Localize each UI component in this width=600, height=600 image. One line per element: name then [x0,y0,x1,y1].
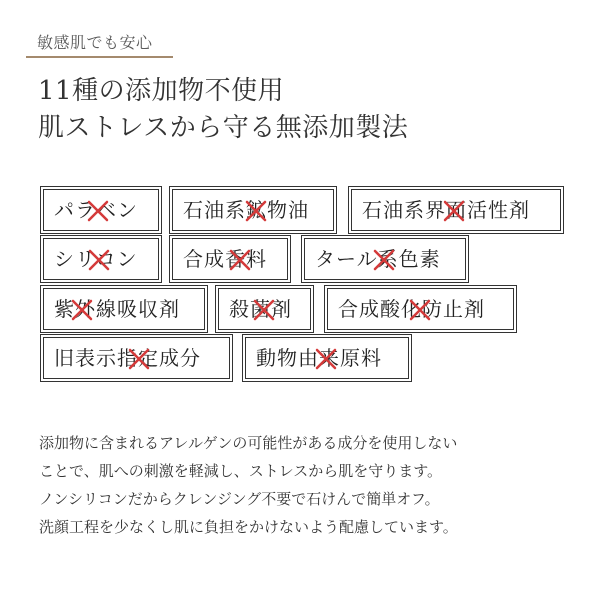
description-line-3: ノンシリコンだからクレンジング不要で石けんで簡単オフ。 [39,490,440,508]
additive-tag-label: 合成香料 [183,247,267,271]
additive-tag-label: シリコン [54,247,138,271]
description-line-2: ことで、肌への刺激を軽減し、ストレスから肌を守ります。 [39,462,443,480]
kicker-label: 敏感肌でも安心 [37,33,153,52]
additive-tag-designated-ingredients [43,337,230,379]
description-line-4: 洗顔工程を少なくし肌に負担をかけないよう配慮しています。 [39,518,458,536]
additive-tag-label: 旧表示指定成分 [54,346,201,370]
description [39,429,458,541]
additive-tag-label: タール系色素 [315,247,441,271]
headline-line-1: 11種の添加物不使用 [38,76,285,106]
additive-tag-animal-derived [245,337,409,379]
additive-tag-tar-dye [304,238,466,280]
kicker-underline [26,56,173,58]
additive-tag-fragrance [172,238,288,280]
additive-tag-bactericide [218,288,311,330]
additive-tag-label: 紫外線吸収剤 [54,297,180,321]
additive-tag-uv-absorber [43,288,205,330]
additive-tag-label: 石油系界面活性剤 [362,198,530,222]
additive-tag-mineral-oil [172,189,334,231]
additive-tag-antioxidant [327,288,514,330]
headline-line-2: 肌ストレスから守る無添加製法 [38,113,409,143]
description-line-1: 添加物に含まれるアレルゲンの可能性がある成分を使用しない [39,434,458,452]
additive-tag-silicone [43,238,159,280]
additive-tag-surfactant [351,189,561,231]
additive-tag-label: 動物由来原料 [256,346,382,370]
additive-tag-label: 石油系鉱物油 [183,198,309,222]
additive-tag-label: 合成酸化防止剤 [338,297,485,321]
additive-tag-paraben [43,189,159,231]
additive-tag-label: パラベン [54,198,138,222]
headline [38,73,408,147]
additive-tag-label: 殺菌剤 [229,297,292,321]
